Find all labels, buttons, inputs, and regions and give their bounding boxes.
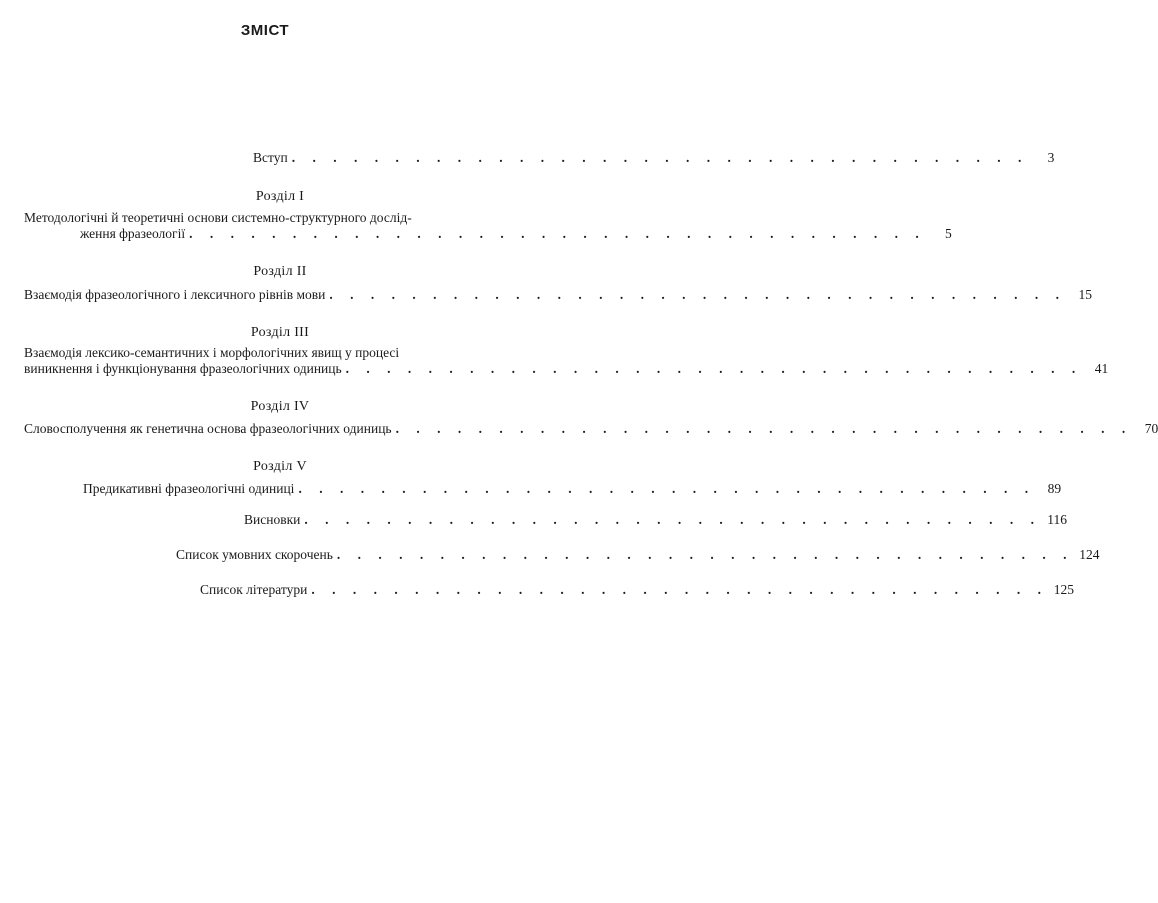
toc-entry-label: Список умовних скорочень [176,547,333,562]
page-number: 116 [1047,512,1067,527]
section-heading-1: Розділ I [255,189,305,204]
toc-entry-label: Словосполучення як генетична основа фразеологічних одиниць [24,421,392,436]
toc-entry-conclusions[interactable] [244,512,1067,528]
section-heading-5: Розділ V [253,459,307,474]
page-number: 125 [1053,582,1074,597]
toc-entry-3-line1[interactable]: Взаємодія лексико-семантичних і морфологічних явищ у процесі [24,345,400,360]
page-number: 89 [1047,481,1062,496]
leader-dots: . . . . . . . . . . . . . . . . . . . . . . . . . . . . . . . . . . . . [189,226,926,241]
leader-dots: . . . . . . . . . . . . . . . . . . . . . . . . . . . . . . . . . . . . [298,481,1036,496]
page-number: 70 [1144,421,1158,436]
leader-dots: . . . . . . . . . . . . . . . . . . . . . . . . . . . . . . . . . . . . [336,547,1074,562]
toc-entry-2[interactable] [24,287,1092,303]
section-heading-2: Розділ II [253,264,307,279]
toc-entry-5[interactable] [83,481,1062,497]
page-number: 41 [1094,361,1109,376]
page-number: 15 [1078,287,1092,302]
toc-entry-label: Список літератури [200,582,308,597]
toc-entry-label: Вступ [253,150,288,165]
section-heading-4: Розділ IV [250,399,310,414]
section-heading-3: Розділ III [250,325,310,340]
page-number: 3 [1047,150,1055,165]
toc-entry-3[interactable] [24,361,1109,377]
toc-entry-references[interactable] [200,582,1074,598]
toc-entry-label: виникнення і функціонування фразеологічних одиниць [24,361,342,376]
toc-entry-abbreviations[interactable] [176,547,1100,563]
toc-entry-1[interactable] [80,226,952,242]
leader-dots: . . . . . . . . . . . . . . . . . . . . . . . . . . . . . . . . . . . . [329,287,1066,302]
leader-dots: . . . . . . . . . . . . . . . . . . . . . . . . . . . . . . . . . . . . [345,361,1083,376]
toc-entry-label: ження фразеології [80,226,186,241]
page-title: ЗМІСТ [240,22,290,39]
toc-entry-intro[interactable] [253,150,1055,166]
page-number: 124 [1079,547,1100,562]
leader-dots: . . . . . . . . . . . . . . . . . . . . . . . . . . . . . . . . . . . . [311,582,1048,597]
page-number: 5 [944,226,952,241]
toc-entry-label: Висновки [244,512,301,527]
toc-entry-4[interactable] [24,421,1158,437]
leader-dots: . . . . . . . . . . . . . . . . . . . . . . . . . . . . . . . . . . . . [291,150,1029,165]
leader-dots: . . . . . . . . . . . . . . . . . . . . . . . . . . . . . . . . . . . . [304,512,1041,527]
toc-entry-label: Предикативні фразеологічні одиниці [83,481,295,496]
leader-dots: . . . . . . . . . . . . . . . . . . . . . . . . . . . . . . . . . . . . [395,421,1133,436]
toc-entry-1-line1[interactable]: Методологічні й теоретичні основи системно-структурного дослід- [24,210,412,225]
toc-entry-label: Взаємодія фразеологічного і лексичного рівнів мови [24,287,326,302]
